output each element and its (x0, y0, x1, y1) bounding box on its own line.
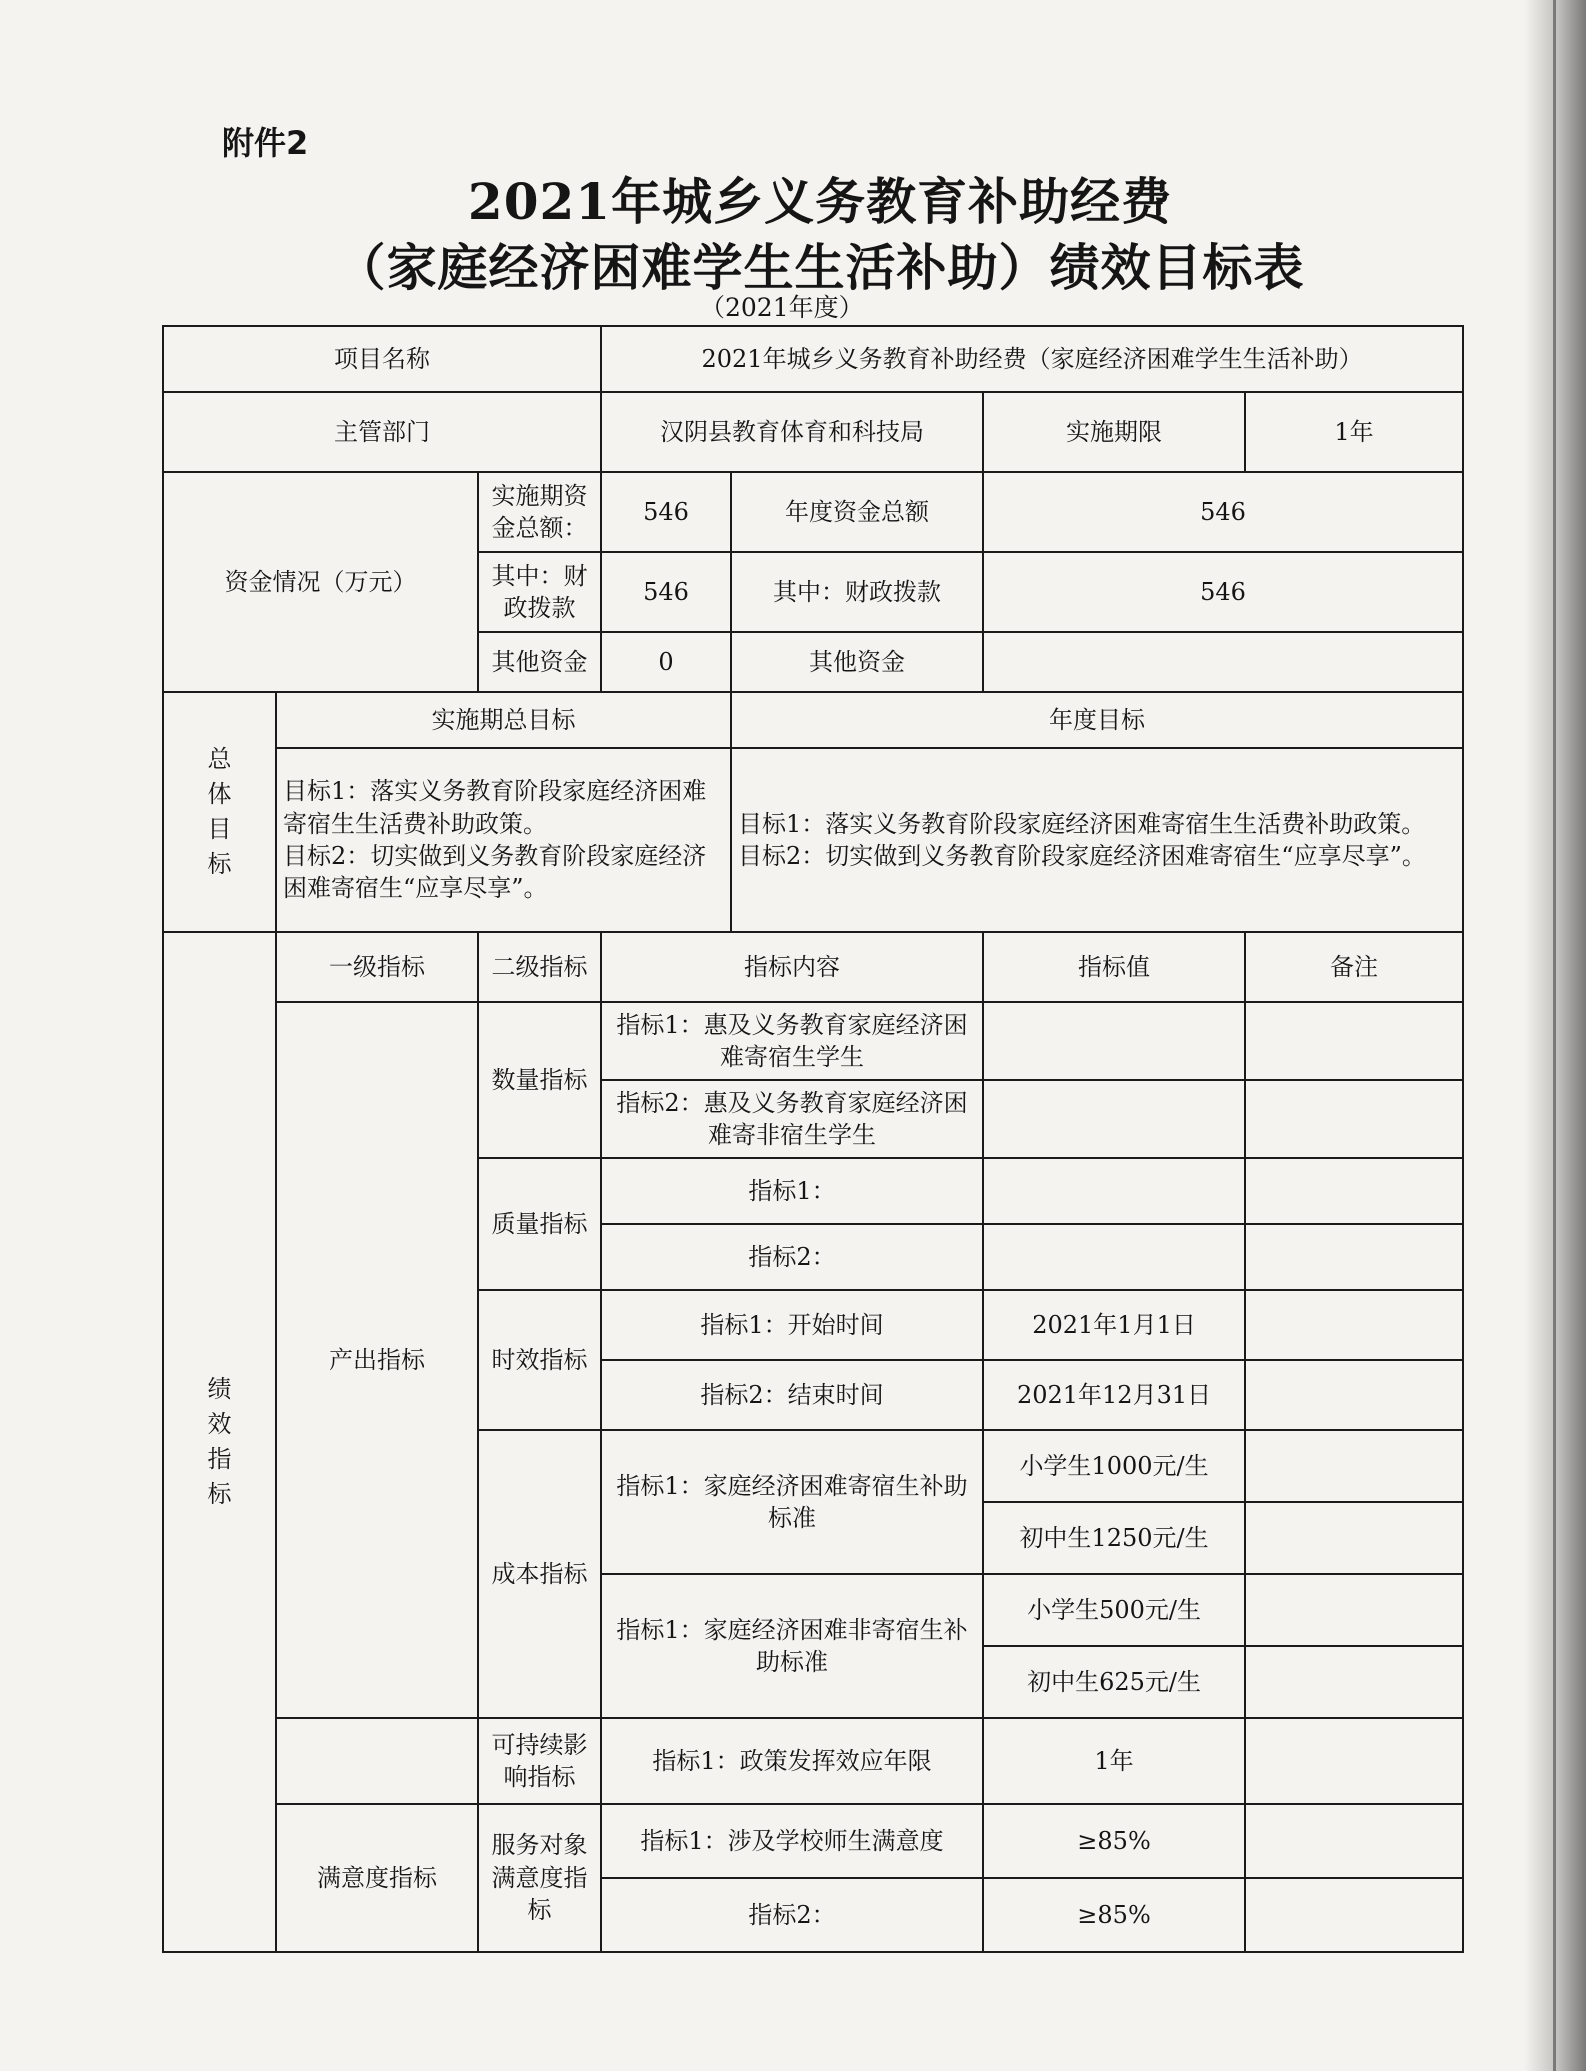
funds-fiscal-value: 546 (601, 552, 731, 632)
funds-total-label: 实施期资金总额： (478, 472, 601, 552)
cost-note-2a (1245, 1574, 1463, 1646)
cost-value-2b: 初中生625元/生 (983, 1646, 1245, 1718)
cost-note-1b (1245, 1502, 1463, 1574)
sustain-level1-blank (276, 1718, 478, 1804)
cost-note-1a (1245, 1430, 1463, 1502)
sustain-value-1: 1年 (983, 1718, 1245, 1804)
indicators-label (163, 932, 276, 1952)
service-value-1: ≥85% (983, 1804, 1245, 1878)
header-value: 指标值 (983, 932, 1245, 1002)
quality-note-1 (1245, 1158, 1463, 1224)
document-title-line1: 2021年城乡义务教育补助经费 (467, 172, 1173, 231)
cost-value-1a: 小学生1000元/生 (983, 1430, 1245, 1502)
project-name-value: 2021年城乡义务教育补助经费（家庭经济困难学生生活补助） (601, 326, 1463, 392)
cost-value-1b: 初中生1250元/生 (983, 1502, 1245, 1574)
output-indicator-label: 产出指标 (276, 1002, 478, 1718)
quantity-item-2: 指标2：惠及义务教育家庭经济困难寄非宿生学生 (601, 1080, 983, 1158)
header-level2: 二级指标 (478, 932, 601, 1002)
funds-other-label: 其他资金 (478, 632, 601, 692)
timeliness-item-2: 指标2：结束时间 (601, 1360, 983, 1430)
header-note: 备注 (1245, 932, 1463, 1002)
project-name-label: 项目名称 (163, 326, 601, 392)
sustain-note-1 (1245, 1718, 1463, 1804)
cost-value-2a: 小学生500元/生 (983, 1574, 1245, 1646)
timeliness-value-1: 2021年1月1日 (983, 1290, 1245, 1360)
quality-indicator-label: 质量指标 (478, 1158, 601, 1290)
sustain-indicator-label: 可持续影响指标 (478, 1718, 601, 1804)
funds-label: 资金情况（万元） (163, 472, 478, 692)
quality-note-2 (1245, 1224, 1463, 1290)
dept-label: 主管部门 (163, 392, 601, 472)
annual-goal-text: 目标1：落实义务教育阶段家庭经济困难寄宿生生活费补助政策。 目标2：切实做到义务教育阶段家庭经济困难寄宿生“应享尽享”。 (731, 748, 1463, 932)
service-value-2: ≥85% (983, 1878, 1245, 1952)
cost-note-2b (1245, 1646, 1463, 1718)
quality-value-1 (983, 1158, 1245, 1224)
service-indicator-label: 服务对象满意度指标 (478, 1804, 601, 1952)
performance-target-table (162, 325, 1464, 1953)
sustain-item-1: 指标1：政策发挥效应年限 (601, 1718, 983, 1804)
attachment-label: 附件2 (222, 124, 309, 162)
header-content: 指标内容 (601, 932, 983, 1002)
quantity-note-2 (1245, 1080, 1463, 1158)
funds-annual-fiscal-value: 546 (983, 552, 1463, 632)
funds-annual-other-value (983, 632, 1463, 692)
service-item-2: 指标2： (601, 1878, 983, 1952)
quality-item-2: 指标2： (601, 1224, 983, 1290)
overall-goal-label (163, 692, 276, 932)
performance-table-wrapper (162, 325, 1462, 1953)
timeliness-indicator-label: 时效指标 (478, 1290, 601, 1430)
satisfaction-indicator-label: 满意度指标 (276, 1804, 478, 1952)
funds-annual-fiscal-label: 其中：财政拨款 (731, 552, 983, 632)
indicators-label-text: 绩 效 指 标 (207, 1375, 232, 1508)
service-item-1: 指标1：涉及学校师生满意度 (601, 1804, 983, 1878)
quantity-value-1 (983, 1002, 1245, 1080)
period-label: 实施期限 (983, 392, 1245, 472)
year-note: （2021年度） (700, 293, 864, 322)
overall-goal-label-text: 总 体 目 标 (207, 745, 232, 878)
funds-annual-total-value: 546 (983, 472, 1463, 552)
service-note-1 (1245, 1804, 1463, 1878)
period-goal-header: 实施期总目标 (276, 692, 731, 748)
quantity-note-1 (1245, 1002, 1463, 1080)
page-edge-line (1553, 0, 1556, 2071)
dept-value: 汉阴县教育体育和科技局 (601, 392, 983, 472)
period-value: 1年 (1245, 392, 1463, 472)
timeliness-item-1: 指标1：开始时间 (601, 1290, 983, 1360)
timeliness-note-2 (1245, 1360, 1463, 1430)
period-goal-text: 目标1：落实义务教育阶段家庭经济困难寄宿生生活费补助政策。 目标2：切实做到义务教育阶段家庭经济困难寄宿生“应享尽享”。 (276, 748, 731, 932)
timeliness-note-1 (1245, 1290, 1463, 1360)
service-note-2 (1245, 1878, 1463, 1952)
quantity-indicator-label: 数量指标 (478, 1002, 601, 1158)
funds-fiscal-label: 其中：财政拨款 (478, 552, 601, 632)
funds-total-value: 546 (601, 472, 731, 552)
funds-other-value: 0 (601, 632, 731, 692)
quality-item-1: 指标1： (601, 1158, 983, 1224)
cost-indicator-label: 成本指标 (478, 1430, 601, 1718)
timeliness-value-2: 2021年12月31日 (983, 1360, 1245, 1430)
cost-item-2: 指标1：家庭经济困难非寄宿生补助标准 (601, 1574, 983, 1718)
document-title-line2: （家庭经济困难学生生活补助）绩效目标表 (335, 238, 1305, 297)
cost-item-1: 指标1：家庭经济困难寄宿生补助标准 (601, 1430, 983, 1574)
annual-goal-header: 年度目标 (731, 692, 1463, 748)
quantity-value-2 (983, 1080, 1245, 1158)
quality-value-2 (983, 1224, 1245, 1290)
header-level1: 一级指标 (276, 932, 478, 1002)
funds-annual-total-label: 年度资金总额 (731, 472, 983, 552)
funds-annual-other-label: 其他资金 (731, 632, 983, 692)
quantity-item-1: 指标1：惠及义务教育家庭经济困难寄宿生学生 (601, 1002, 983, 1080)
